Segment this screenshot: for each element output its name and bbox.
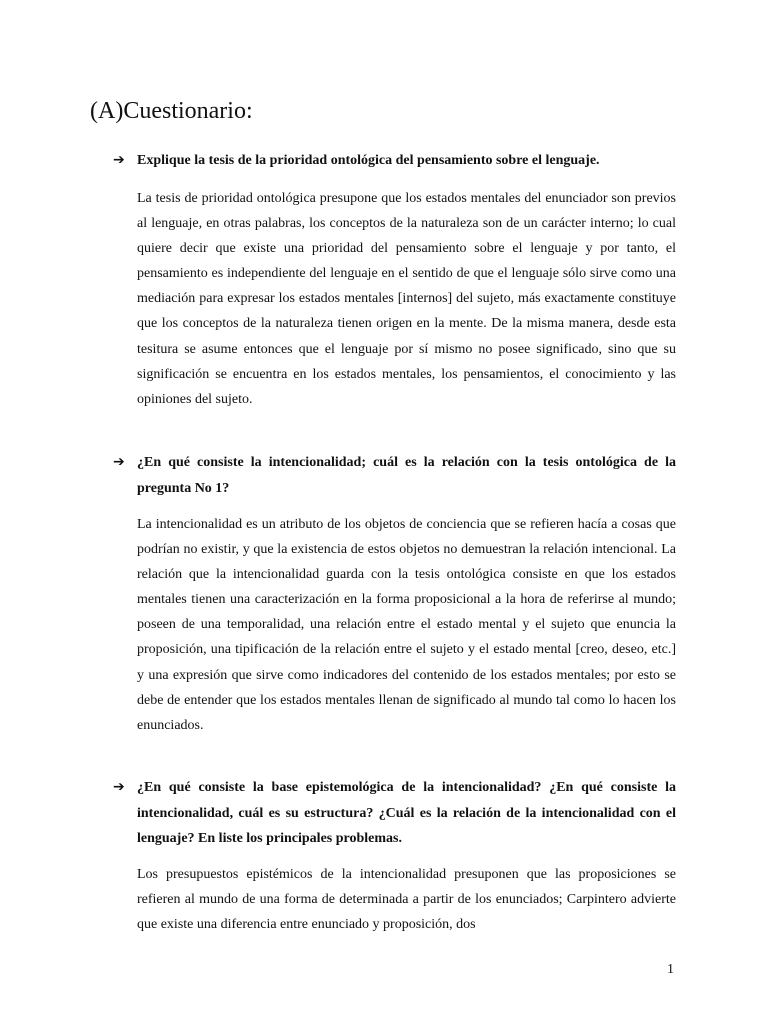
answer-1: La tesis de prioridad ontológica presupone que los estados mentales del enunciador son previos al lenguaje, en otras palabras, los conceptos de la naturaleza son de un carácter interno; lo cual quiere decir que existe una prioridad del pensamiento sobre el lenguaje y por tanto, el pensamiento es independiente del lenguaje en el sentido de que el lenguaje sólo sirve como una mediación para expresar los estados mentales [internos] del sujeto, más exactamente constituye que los conceptos de la naturaleza tienen origen en la mente. De la misma manera, desde esta tesitura se asume entonces que el lenguaje por sí mismo no posee significado, sino que su significación se encuentra en los estados mentales, los pensamientos, el conocimiento y las opiniones del sujeto. xyxy=(137,191,676,407)
page-number: 1 xyxy=(667,962,674,977)
answer-3: Los presupuestos epistémicos de la intencionalidad presuponen que las proposiciones se refieren al mundo de una forma de determinada a partir de los enunciados; Carpintero advierte que existe una diferencia entre enunciado y proposición, dos xyxy=(137,867,676,933)
question-2: ¿En qué consiste la intencionalidad; cuál es la relación con la tesis ontológica de la pregunta No 1? xyxy=(137,455,676,496)
answer-2: La intencionalidad es un atributo de los objetos de conciencia que se refieren hacía a cosas que podrían no existir, y que la existencia de estos objetos no demuestran la relación intencional. La relación que la intencionalidad guarda con la tesis ontológica consiste en que los estados mentales tienen una caracterización en la forma proposicional a la hora de referirse al mundo; poseen de una temporalidad, una relación entre el estado mental y el sujeto que enuncia la proposición, una tipificación de la relación entre el sujeto y el estado mental [creo, deseo, etc.] y una expresión que sirve como indicadores del contenido de los estados mentales; por esto se debe de entender que los estados mentales llenan de significado al mundo tal como lo hacen los enunciados. xyxy=(137,517,676,733)
right-arrow-icon: ➔ xyxy=(113,152,125,168)
question-3: ¿En qué consiste la base epistemológica de la intencionalidad? ¿En qué consiste la intencionalidad, cuál es su estructura? ¿Cuál es la relación de la intencionalidad con el lenguaje? En liste los principales problemas. xyxy=(137,780,676,846)
question-1: Explique la tesis de la prioridad ontológica del pensamiento sobre el lenguaje. xyxy=(137,153,600,168)
right-arrow-icon: ➔ xyxy=(113,454,125,470)
page-title: (A)Cuestionario: xyxy=(90,98,253,124)
right-arrow-icon: ➔ xyxy=(113,779,125,795)
